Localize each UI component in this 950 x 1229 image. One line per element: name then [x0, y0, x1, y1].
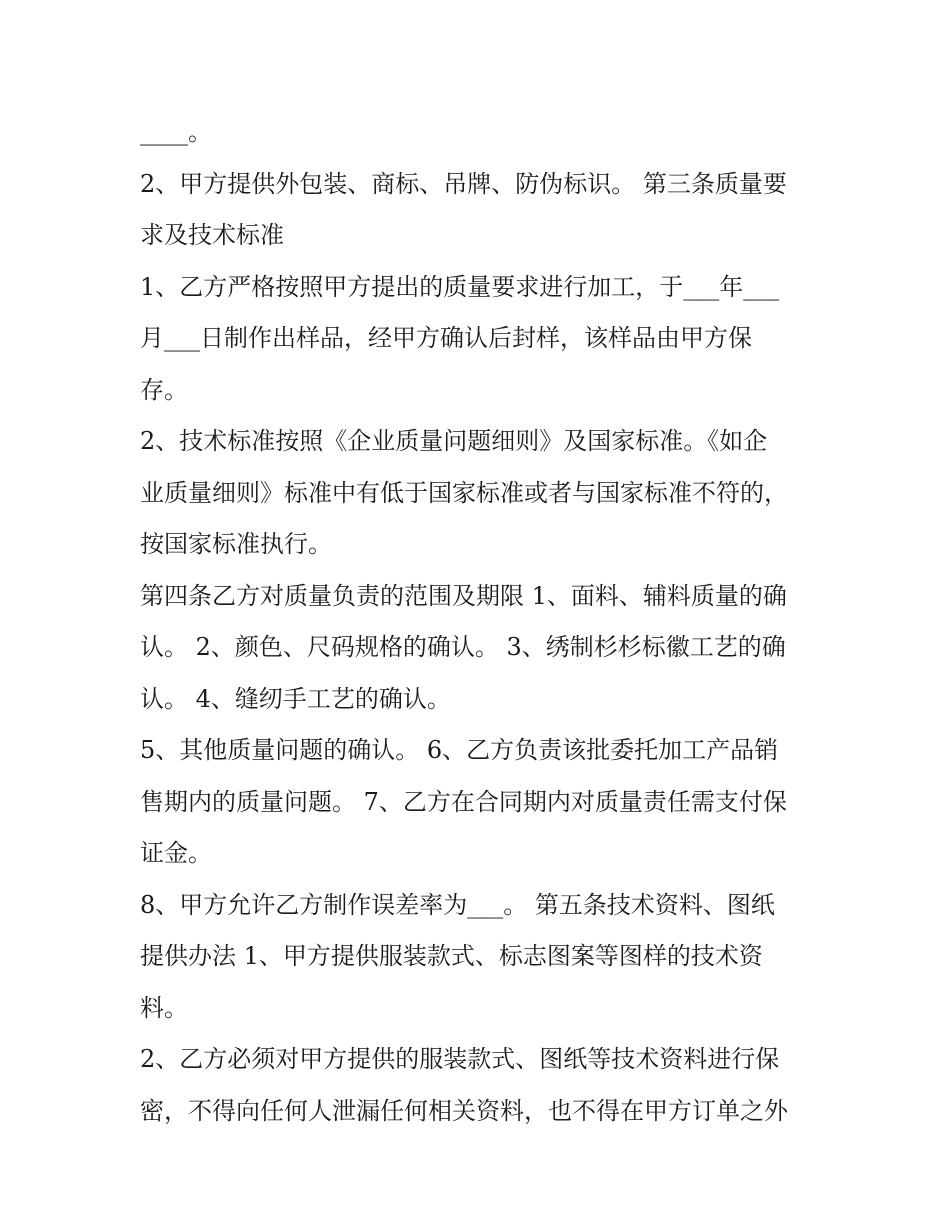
text-line: 8、甲方允许乙方制作误差率为___。 第五条技术资料、图纸: [140, 890, 775, 919]
text-line: 认。 2、颜色、尺码规格的确认。 3、绣制杉杉标徽工艺的确: [140, 633, 786, 661]
text-line: 第四条乙方对质量负责的范围及期限 1、面料、辅料质量的确: [140, 581, 787, 610]
text-line: 售期内的质量问题。 7、乙方在合同期内对质量责任需支付保: [140, 787, 787, 816]
text-line: 存。: [140, 375, 188, 404]
text-line: 1、乙方严格按照甲方提出的质量要求进行加工，于___年___: [140, 272, 780, 301]
text-line: 2、乙方必须对甲方提供的服装款式、图纸等技术资料进行保: [140, 1045, 780, 1073]
text-line: 月___日制作出样品，经甲方确认后封样，该样品由甲方保: [140, 324, 752, 352]
text-line: 料。: [140, 993, 188, 1022]
text-line: 业质量细则》标准中有低于国家标准或者与国家标准不符的，: [140, 478, 788, 507]
text-line: ____。: [140, 118, 212, 146]
text-line: 密，不得向任何人泄漏任何相关资料，也不得在甲方订单之外: [140, 1096, 788, 1125]
text-line: 5、其他质量问题的确认。 6、乙方负责该批委托加工产品销: [140, 736, 779, 764]
text-line: 求及技术标准: [140, 221, 284, 249]
text-line: 认。 4、缝纫手工艺的确认。: [140, 684, 451, 713]
text-line: 提供办法 1、甲方提供服装款式、标志图案等图样的技术资: [140, 942, 763, 970]
text-line: 按国家标准执行。: [140, 530, 332, 558]
text-line: 2、甲方提供外包装、商标、吊牌、防伪标识。 第三条质量要: [140, 169, 787, 198]
text-line: 2、技术标准按照《企业质量问题细则》及国家标准。《如企: [140, 427, 768, 455]
text-line: 证金。: [140, 839, 212, 867]
contract-body-text: [140, 107, 820, 1137]
